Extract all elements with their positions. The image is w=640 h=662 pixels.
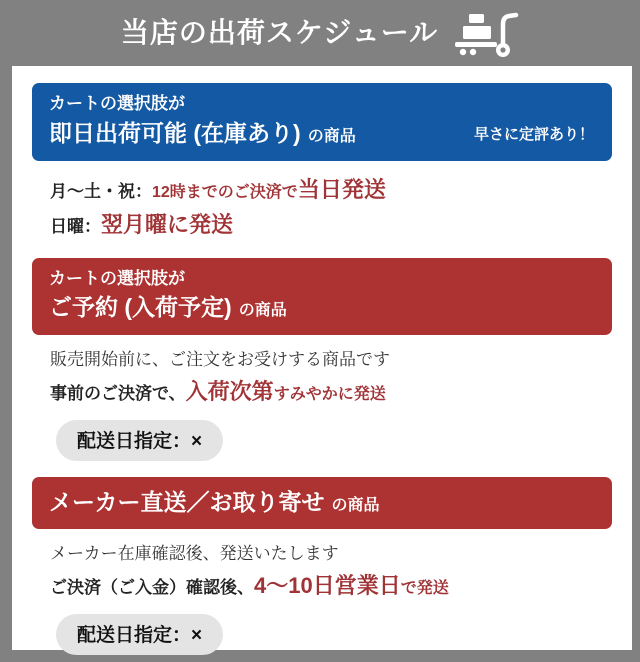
page-title: 当店の出荷スケジュール bbox=[120, 17, 439, 48]
detail-text: 販売開始前に、ご注文をお受けする商品です bbox=[50, 350, 390, 370]
banner-preorder bbox=[32, 258, 612, 336]
detail-line bbox=[50, 542, 612, 567]
banner-suffix: の商品 bbox=[307, 127, 356, 145]
header bbox=[0, 0, 640, 66]
detail-label: ご決済（ご入金）確認後、 bbox=[50, 577, 254, 597]
banner-headline: 即日出荷可能 (在庫あり) bbox=[49, 119, 301, 146]
banner-suffix: の商品 bbox=[238, 302, 287, 320]
detail-label: 月〜土・祝： bbox=[50, 181, 152, 201]
section-details bbox=[50, 542, 612, 655]
detail-tail: すみやかに発送 bbox=[273, 386, 386, 404]
banner-suffix: の商品 bbox=[331, 496, 380, 514]
banner-headline: ご予約 (入荷予定) bbox=[49, 294, 232, 321]
delivery-date-badge: 配送日指定：× bbox=[56, 420, 223, 461]
detail-emphasis: 翌月曜に発送 bbox=[101, 211, 234, 237]
detail-emphasis: 入荷次第 bbox=[185, 379, 274, 405]
banner-side-note: 早さに定評あり！ bbox=[473, 125, 594, 143]
banner-in-stock bbox=[32, 83, 612, 161]
content-panel bbox=[12, 66, 632, 650]
section-details bbox=[50, 174, 612, 241]
detail-condition: 12時までのご決済で bbox=[152, 183, 298, 201]
banner-headline: メーカー直送／お取り寄せ bbox=[49, 488, 325, 515]
detail-line bbox=[50, 570, 612, 602]
banner-top-label: カートの選択肢が bbox=[49, 94, 185, 113]
detail-emphasis: 当日発送 bbox=[297, 176, 386, 202]
delivery-date-badge: 配送日指定：× bbox=[56, 614, 223, 655]
detail-label: 日曜： bbox=[50, 216, 101, 236]
banner-maker-direct bbox=[32, 477, 612, 529]
hand-truck-icon bbox=[453, 12, 519, 58]
section-in-stock bbox=[32, 83, 612, 241]
detail-emphasis: 4〜10日営業日 bbox=[254, 572, 401, 598]
section-preorder bbox=[32, 258, 612, 461]
detail-line bbox=[50, 209, 612, 241]
banner-top-label: カートの選択肢が bbox=[49, 268, 185, 288]
detail-tail: で発送 bbox=[400, 579, 449, 597]
detail-label: 事前のご決済で、 bbox=[50, 384, 186, 404]
banner-headline-row bbox=[49, 291, 595, 323]
detail-line bbox=[50, 174, 612, 206]
section-details bbox=[50, 348, 612, 461]
detail-line bbox=[50, 376, 612, 408]
banner-headline-row bbox=[49, 486, 595, 518]
detail-text: メーカー在庫確認後、発送いたします bbox=[50, 544, 339, 564]
section-maker-direct bbox=[32, 477, 612, 655]
detail-line bbox=[50, 348, 612, 373]
